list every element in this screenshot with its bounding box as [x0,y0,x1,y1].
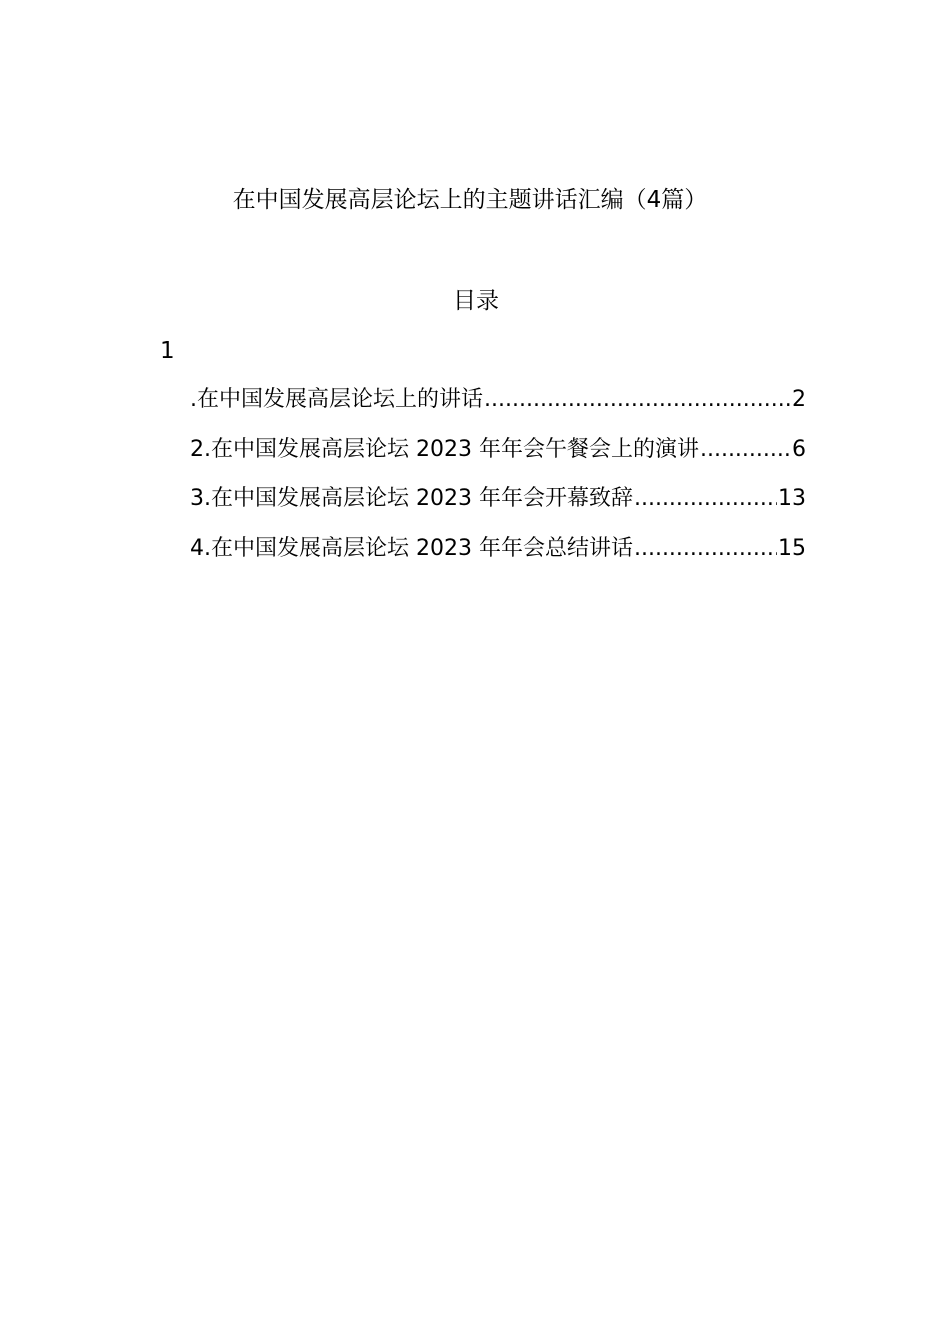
toc-dot-leader [484,380,791,420]
toc-entry-page: 2 [792,387,806,412]
toc-dot-leader [634,479,777,519]
toc-entry-4[interactable] [190,529,806,579]
toc-entry-title: 2.在中国发展高层论坛 2023 年年会午餐会上的演讲 [190,436,699,462]
toc-list-number: 1 [160,338,175,364]
toc-entry-1[interactable] [190,380,806,430]
table-of-contents [190,380,806,578]
toc-entry-page: 6 [792,436,806,462]
toc-entry-3[interactable] [190,479,806,529]
toc-entry-2[interactable] [190,430,806,480]
toc-dot-leader [700,430,791,470]
toc-entry-page: 15 [778,535,806,561]
toc-dot-leader [634,529,777,569]
toc-entry-title: .在中国发展高层论坛上的讲话 [190,387,483,412]
toc-entry-title: 4.在中国发展高层论坛 2023 年年会总结讲话 [190,535,633,561]
toc-entry-page: 13 [778,486,806,511]
toc-entry-title: 3.在中国发展高层论坛 2023 年年会开幕致辞 [190,486,633,511]
document-title: 在中国发展高层论坛上的主题讲话汇编（4篇） [232,187,708,213]
toc-heading: 目录 [453,288,499,314]
